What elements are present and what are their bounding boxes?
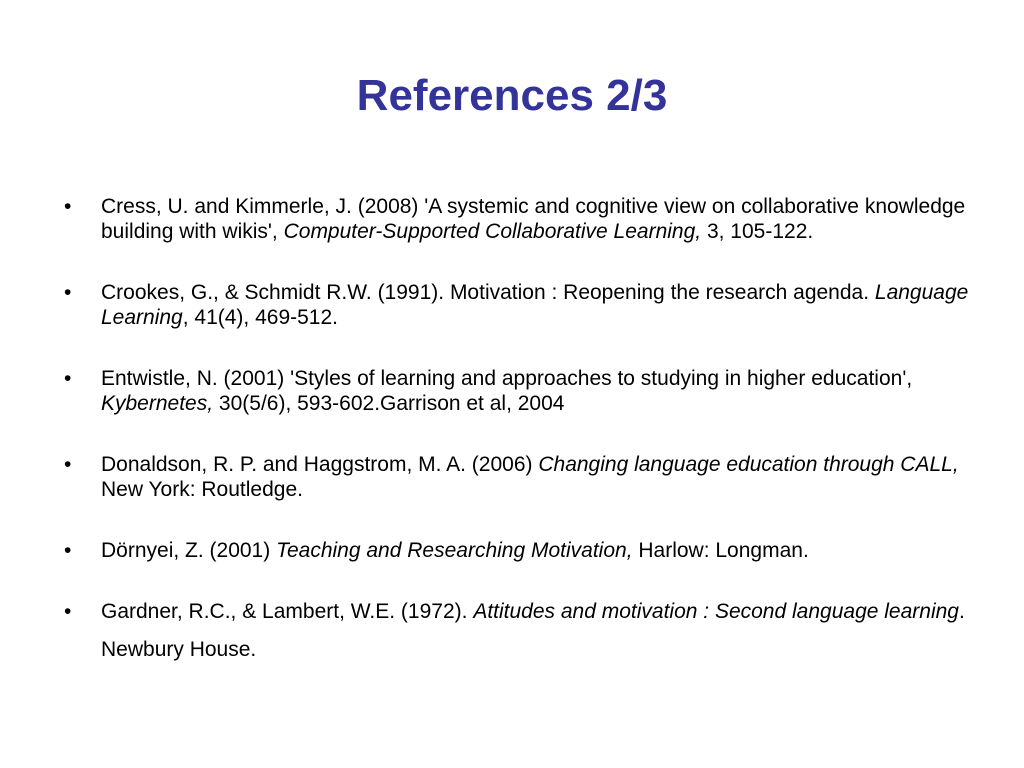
reference-item xyxy=(64,538,974,563)
reference-text: Crookes, G., & Schmidt R.W. (1991). Motivation : Reopening the research agenda. xyxy=(101,281,875,304)
reference-book-title: Teaching and Researching Motivation, xyxy=(276,539,633,562)
reference-item xyxy=(64,593,974,669)
reference-item xyxy=(64,366,974,416)
reference-details: Harlow: Longman. xyxy=(632,539,809,562)
slide-title: References 2/3 xyxy=(356,71,668,120)
reference-text: Dörnyei, Z. (2001) xyxy=(101,539,277,562)
reference-details: New York: Routledge. xyxy=(101,478,303,501)
reference-book-title: Attitudes and motivation : Second language learning xyxy=(473,600,959,623)
reference-item xyxy=(64,452,974,502)
reference-list xyxy=(64,194,974,669)
bullet-icon: • xyxy=(64,453,72,476)
bullet-icon: • xyxy=(64,195,72,218)
reference-details: 3, 105-122. xyxy=(701,220,814,243)
reference-item xyxy=(64,194,974,244)
reference-text: Cress, U. and Kimmerle, J. (2008) 'A systemic and cognitive view on collaborative knowledge building with wikis', xyxy=(101,195,966,243)
reference-details: 30(5/6), 593-602.Garrison et al, 2004 xyxy=(213,392,565,415)
bullet-icon: • xyxy=(64,281,72,304)
reference-book-title: Changing language education through CALL, xyxy=(538,453,959,476)
bullet-icon: • xyxy=(64,367,72,390)
reference-details: . Newbury House. xyxy=(101,600,965,661)
reference-journal: Kybernetes, xyxy=(101,392,214,415)
reference-text: Donaldson, R. P. and Haggstrom, M. A. (2006) xyxy=(101,453,539,476)
reference-details: , 41(4), 469-512. xyxy=(182,306,338,329)
reference-text: Gardner, R.C., & Lambert, W.E. (1972). xyxy=(101,600,474,623)
reference-journal: Computer-Supported Collaborative Learning, xyxy=(283,220,702,243)
reference-journal: Language Learning xyxy=(101,281,969,329)
bullet-icon: • xyxy=(64,600,72,623)
reference-text: Entwistle, N. (2001) 'Styles of learning and approaches to studying in higher education', xyxy=(101,367,913,390)
reference-item xyxy=(64,280,974,330)
bullet-icon: • xyxy=(64,539,72,562)
